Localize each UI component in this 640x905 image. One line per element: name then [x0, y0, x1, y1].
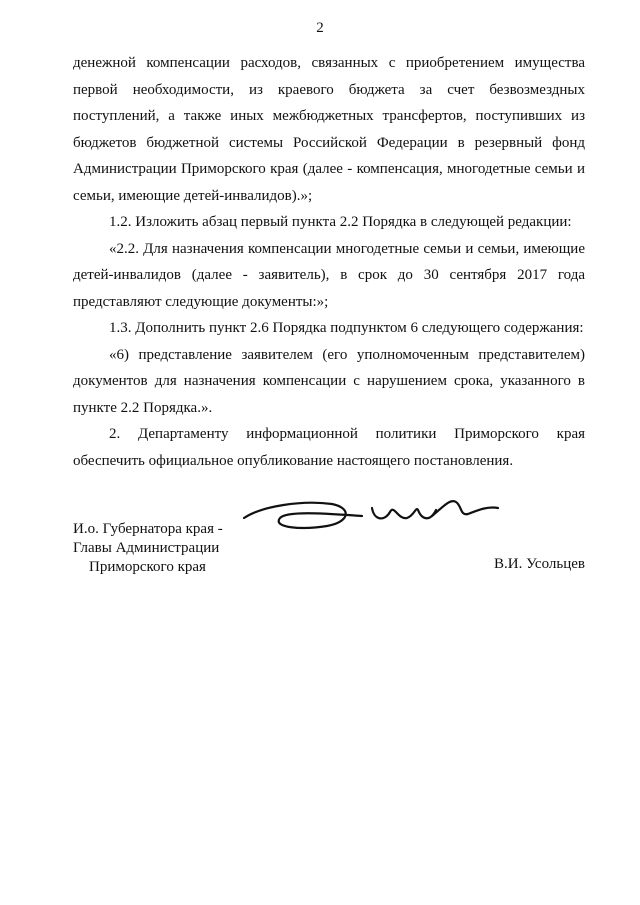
paragraph-continuation: денежной компенсации расходов, связанных с приобретением имущества первой необходимости, из краевого бюджета за счет безвозмездных поступлений, а также иных межбюджетных трансфертов, поступивших из бюджетов бюджетной системы Российской Федерации в резервный фонд Администрации Приморского края (далее - компенсация, многодетные семьи и семьи, имеющие детей-инвалидов).»; — [73, 55, 585, 204]
paragraph-item-1-3: 1.3. Дополнить пункт 2.6 Порядка подпунктом 6 следующего содержания: — [109, 320, 584, 336]
signatory-title — [73, 520, 223, 577]
document-body — [73, 50, 585, 474]
signatory-name: В.И. Усольцев — [494, 556, 585, 572]
page-number: 2 — [316, 20, 324, 36]
paragraph-item-2-2-text: «2.2. Для назначения компенсации многодетные семьи и семьи, имеющие детей-инвалидов (далее - заявитель), в срок до 30 сентября 2017 года представляют следующие документы:»; — [73, 240, 585, 310]
signatory-title-line-1: И.о. Губернатора края - — [73, 521, 223, 537]
signatory-title-line-2: Главы Администрации — [73, 540, 220, 556]
paragraph-subitem-6: «6) представление заявителем (его уполномоченным представителем) документов для назначения компенсации с нарушением срока, указанного в пункте 2.2 Порядка.». — [73, 346, 585, 416]
signatory-title-line-3: Приморского края — [89, 559, 206, 575]
paragraph-item-1-2: 1.2. Изложить абзац первый пункта 2.2 Порядка в следующей редакции: — [109, 214, 572, 230]
paragraph-item-2: 2. Департаменту информационной политики Приморского края обеспечить официальное опубликование настоящего постановления. — [73, 426, 585, 469]
handwritten-signature — [232, 488, 502, 540]
